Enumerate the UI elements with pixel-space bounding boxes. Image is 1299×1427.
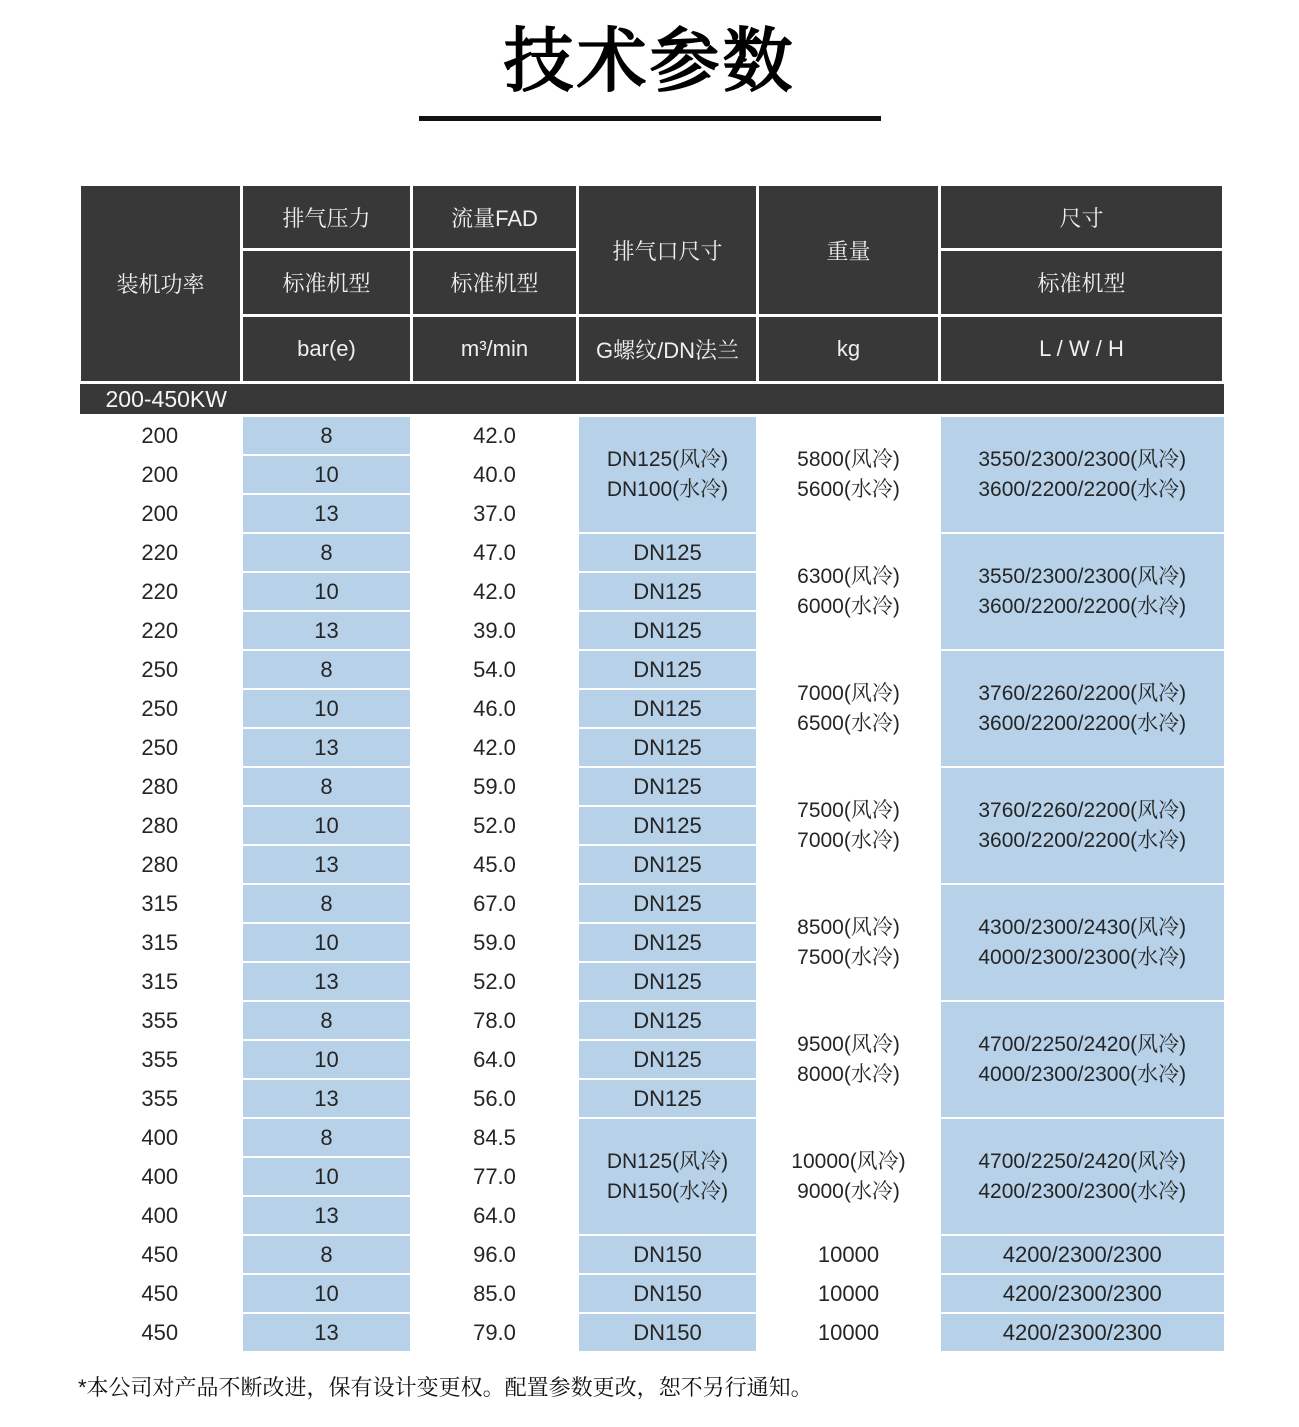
weight-cell: 10000 [758, 1235, 940, 1274]
port-cell: DN150 [578, 1313, 758, 1352]
port-cell: DN125 [578, 884, 758, 923]
dims-cell: 4200/2300/2300 [940, 1274, 1224, 1313]
port-cell: DN125 [578, 806, 758, 845]
power-cell: 280 [80, 806, 242, 845]
power-cell: 400 [80, 1118, 242, 1157]
power-cell: 355 [80, 1001, 242, 1040]
port-cell: DN125 [578, 845, 758, 884]
header-standard-model-dims: 标准机型 [940, 250, 1224, 316]
flow-cell: 64.0 [412, 1196, 578, 1235]
pressure-cell: 8 [242, 1118, 412, 1157]
weight-cell [758, 650, 940, 767]
port-cell: DN125 [578, 611, 758, 650]
line-water-cooled: DN150(水冷) [606, 1179, 729, 1203]
flow-cell: 59.0 [412, 767, 578, 806]
flow-cell: 54.0 [412, 650, 578, 689]
flow-cell: 77.0 [412, 1157, 578, 1196]
line-water-cooled: 7000(水冷) [797, 828, 900, 852]
flow-cell: 47.0 [412, 533, 578, 572]
pressure-cell: 10 [242, 806, 412, 845]
header-standard-model-pressure: 标准机型 [242, 250, 412, 316]
flow-cell: 64.0 [412, 1040, 578, 1079]
power-cell: 200 [80, 455, 242, 494]
dims-cell [940, 416, 1224, 534]
pressure-cell: 8 [242, 650, 412, 689]
line-water-cooled: 3600/2200/2200(水冷) [978, 477, 1187, 501]
header-exhaust-pressure: 排气压力 [242, 185, 412, 250]
power-cell: 280 [80, 767, 242, 806]
pressure-cell: 13 [242, 1079, 412, 1118]
table-row [80, 1274, 1224, 1313]
weight-cell: 10000 [758, 1313, 940, 1352]
dims-cell [940, 1118, 1224, 1235]
power-cell: 220 [80, 611, 242, 650]
weight-cell [758, 884, 940, 1001]
header-exhaust-port-size: 排气口尺寸 [578, 185, 758, 316]
line-water-cooled: 5600(水冷) [797, 477, 900, 501]
dims-cell: 4200/2300/2300 [940, 1235, 1224, 1274]
header-dims-unit: L / W / H [940, 316, 1224, 383]
power-cell: 220 [80, 533, 242, 572]
line-water-cooled: 4200/2300/2300(水冷) [978, 1179, 1187, 1203]
pressure-cell: 8 [242, 533, 412, 572]
weight-cell [758, 533, 940, 650]
table-row [80, 884, 1224, 923]
line-water-cooled: 7500(水冷) [797, 945, 900, 969]
dims-cell [940, 767, 1224, 884]
flow-cell: 85.0 [412, 1274, 578, 1313]
title-block [0, 0, 1299, 121]
page-title: 技术参数 [503, 22, 796, 100]
line-water-cooled: DN100(水冷) [606, 477, 729, 501]
flow-cell: 59.0 [412, 923, 578, 962]
pressure-cell: 13 [242, 1196, 412, 1235]
line-air-cooled: 8500(风冷) [797, 915, 900, 939]
table-row [80, 1118, 1224, 1157]
line-air-cooled: 10000(风冷) [791, 1149, 906, 1173]
line-air-cooled: DN125(风冷) [606, 1149, 729, 1173]
pressure-cell: 10 [242, 689, 412, 728]
flow-cell: 56.0 [412, 1079, 578, 1118]
flow-cell: 42.0 [412, 416, 578, 456]
power-cell: 200 [80, 416, 242, 456]
table-row [80, 650, 1224, 689]
port-cell: DN150 [578, 1274, 758, 1313]
header-flow-unit: m³/min [412, 316, 578, 383]
header-weight: 重量 [758, 185, 940, 316]
weight-cell [758, 767, 940, 884]
port-cell [578, 1118, 758, 1235]
header-weight-unit: kg [758, 316, 940, 383]
flow-cell: 42.0 [412, 728, 578, 767]
line-air-cooled: 9500(风冷) [797, 1032, 900, 1056]
pressure-cell: 10 [242, 1274, 412, 1313]
footnote: *本公司对产品不断改进，保有设计变更权。配置参数更改，恕不另行通知。 [78, 1375, 813, 1400]
header-port-unit: G螺纹/DN法兰 [578, 316, 758, 383]
flow-cell: 46.0 [412, 689, 578, 728]
flow-cell: 40.0 [412, 455, 578, 494]
port-cell: DN125 [578, 533, 758, 572]
pressure-cell: 13 [242, 611, 412, 650]
header-pressure-unit: bar(e) [242, 316, 412, 383]
power-cell: 250 [80, 689, 242, 728]
power-cell: 315 [80, 962, 242, 1001]
power-cell: 355 [80, 1079, 242, 1118]
line-air-cooled: 6300(风冷) [797, 564, 900, 588]
line-air-cooled: 7000(风冷) [797, 681, 900, 705]
header-standard-model-flow: 标准机型 [412, 250, 578, 316]
power-cell: 280 [80, 845, 242, 884]
power-cell: 315 [80, 923, 242, 962]
line-air-cooled: 4700/2250/2420(风冷) [978, 1149, 1187, 1173]
weight-cell [758, 1118, 940, 1235]
pressure-cell: 10 [242, 1157, 412, 1196]
line-air-cooled: 3760/2260/2200(风冷) [978, 681, 1187, 705]
port-cell: DN125 [578, 1079, 758, 1118]
power-cell: 400 [80, 1157, 242, 1196]
line-water-cooled: 9000(水冷) [797, 1179, 900, 1203]
pressure-cell: 10 [242, 923, 412, 962]
line-air-cooled: 3550/2300/2300(风冷) [978, 447, 1187, 471]
port-cell: DN125 [578, 650, 758, 689]
dims-cell [940, 650, 1224, 767]
port-cell: DN125 [578, 1001, 758, 1040]
pressure-cell: 8 [242, 1235, 412, 1274]
weight-cell [758, 416, 940, 534]
spec-table [78, 183, 1225, 1353]
dims-cell [940, 884, 1224, 1001]
pressure-cell: 8 [242, 1001, 412, 1040]
power-cell: 250 [80, 728, 242, 767]
weight-cell: 10000 [758, 1274, 940, 1313]
power-cell: 220 [80, 572, 242, 611]
flow-cell: 42.0 [412, 572, 578, 611]
port-cell: DN125 [578, 767, 758, 806]
port-cell: DN125 [578, 728, 758, 767]
pressure-cell: 13 [242, 1313, 412, 1352]
line-air-cooled: DN125(风冷) [606, 447, 729, 471]
line-air-cooled: 3760/2260/2200(风冷) [978, 798, 1187, 822]
table-row [80, 533, 1224, 572]
flow-cell: 52.0 [412, 962, 578, 1001]
pressure-cell: 10 [242, 1040, 412, 1079]
table-row [80, 416, 1224, 456]
power-cell: 200 [80, 494, 242, 533]
dims-cell [940, 1001, 1224, 1118]
pressure-cell: 10 [242, 455, 412, 494]
pressure-cell: 13 [242, 962, 412, 1001]
header-row-1 [80, 185, 1224, 250]
section-row [80, 383, 1224, 416]
flow-cell: 96.0 [412, 1235, 578, 1274]
flow-cell: 67.0 [412, 884, 578, 923]
port-cell: DN125 [578, 923, 758, 962]
line-water-cooled: 6000(水冷) [797, 594, 900, 618]
pressure-cell: 10 [242, 572, 412, 611]
power-cell: 450 [80, 1313, 242, 1352]
line-water-cooled: 4000/2300/2300(水冷) [978, 945, 1187, 969]
power-cell: 450 [80, 1235, 242, 1274]
dims-cell: 4200/2300/2300 [940, 1313, 1224, 1352]
flow-cell: 45.0 [412, 845, 578, 884]
weight-cell [758, 1001, 940, 1118]
pressure-cell: 13 [242, 845, 412, 884]
title-underline [419, 116, 881, 121]
line-water-cooled: 8000(水冷) [797, 1062, 900, 1086]
header-row-3 [80, 316, 1224, 383]
line-water-cooled: 6500(水冷) [797, 711, 900, 735]
flow-cell: 37.0 [412, 494, 578, 533]
line-water-cooled: 3600/2200/2200(水冷) [978, 594, 1187, 618]
power-cell: 400 [80, 1196, 242, 1235]
flow-cell: 39.0 [412, 611, 578, 650]
pressure-cell: 8 [242, 767, 412, 806]
line-air-cooled: 4300/2300/2430(风冷) [978, 915, 1187, 939]
header-installed-power: 装机功率 [80, 185, 242, 383]
power-cell: 355 [80, 1040, 242, 1079]
flow-cell: 84.5 [412, 1118, 578, 1157]
port-cell: DN125 [578, 962, 758, 1001]
dims-cell [940, 533, 1224, 650]
pressure-cell: 13 [242, 728, 412, 767]
port-cell [578, 416, 758, 534]
line-water-cooled: 3600/2200/2200(水冷) [978, 711, 1187, 735]
flow-cell: 79.0 [412, 1313, 578, 1352]
line-air-cooled: 5800(风冷) [797, 447, 900, 471]
pressure-cell: 8 [242, 416, 412, 456]
port-cell: DN125 [578, 689, 758, 728]
line-water-cooled: 4000/2300/2300(水冷) [978, 1062, 1187, 1086]
power-cell: 250 [80, 650, 242, 689]
line-air-cooled: 4700/2250/2420(风冷) [978, 1032, 1187, 1056]
line-air-cooled: 3550/2300/2300(风冷) [978, 564, 1187, 588]
header-flow-fad: 流量FAD [412, 185, 578, 250]
header-dimensions: 尺寸 [940, 185, 1224, 250]
pressure-cell: 8 [242, 884, 412, 923]
section-label: 200-450KW [80, 383, 1224, 416]
port-cell: DN125 [578, 572, 758, 611]
power-cell: 315 [80, 884, 242, 923]
power-cell: 450 [80, 1274, 242, 1313]
port-cell: DN125 [578, 1040, 758, 1079]
port-cell: DN150 [578, 1235, 758, 1274]
table-row [80, 1313, 1224, 1352]
flow-cell: 78.0 [412, 1001, 578, 1040]
line-air-cooled: 7500(风冷) [797, 798, 900, 822]
line-water-cooled: 3600/2200/2200(水冷) [978, 828, 1187, 852]
flow-cell: 52.0 [412, 806, 578, 845]
table-row [80, 1235, 1224, 1274]
pressure-cell: 13 [242, 494, 412, 533]
table-row [80, 1001, 1224, 1040]
table-row [80, 767, 1224, 806]
